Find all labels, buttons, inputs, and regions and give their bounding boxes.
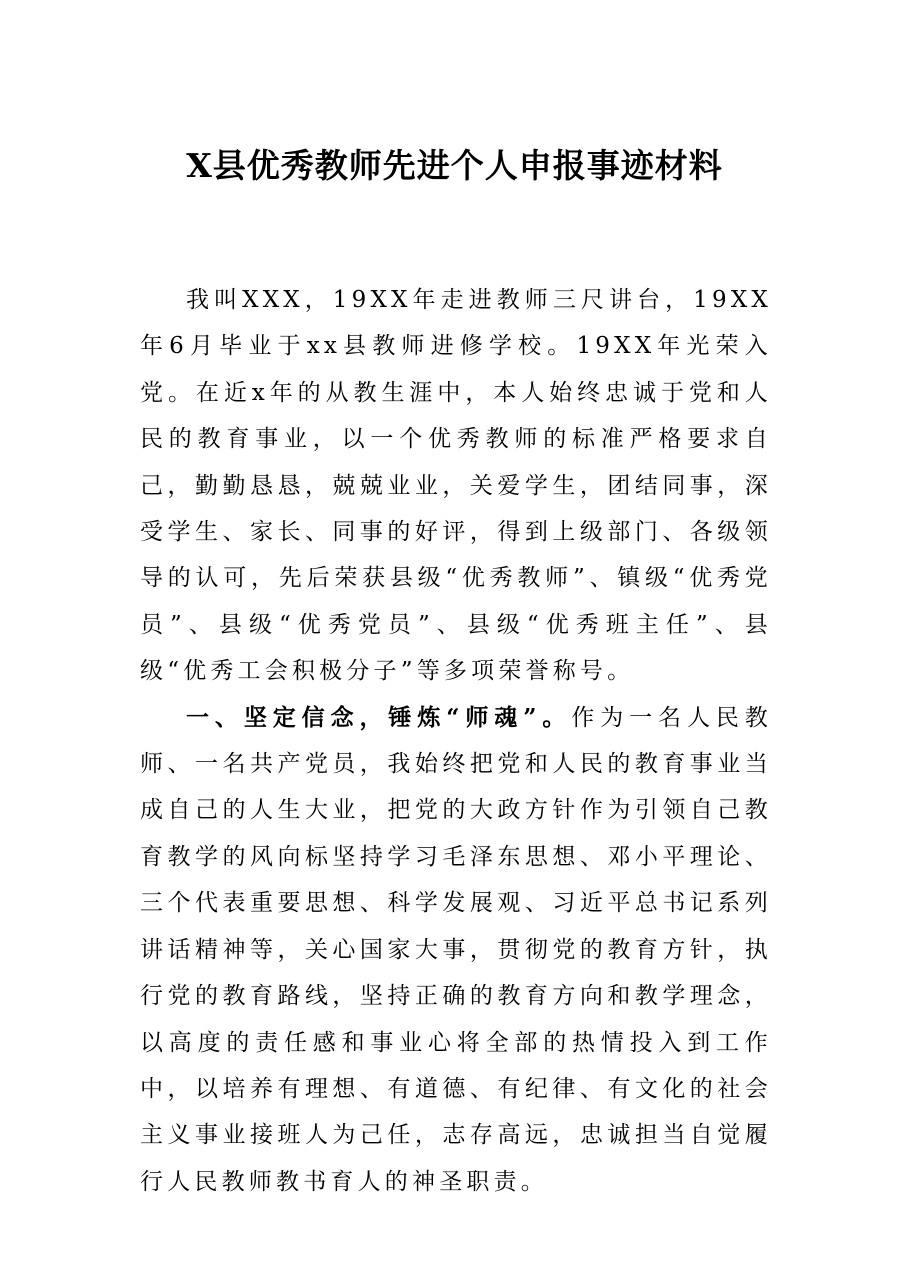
document-title: X县优秀教师先进个人申报事迹材料 xyxy=(186,146,723,185)
section-1-heading: 一、坚定信念，锤炼“师魂”。 xyxy=(186,703,572,731)
paragraph-section-1 xyxy=(140,695,772,1205)
section-1-text: 作为一名人民教师、一名共产党员，我始终把党和人民的教育事业当成自己的人生大业，把党的大政方针作为引领自己教育教学的风向标坚持学习毛泽东思想、邓小平理论、三个代表重要思想、科学发展观、习近平总书记系列讲话精神等，关心国家大事，贯彻党的教育方针，执行党的教育路线，坚持正确的教育方向和教学理念，以高度的责任感和事业心将全部的热情投入到工作中，以培养有理想、有道德、有纪律、有文化的社会主义事业接班人为己任，志存高远，忠诚担当自觉履行人民教师教书育人的神圣职责。 xyxy=(140,704,772,1195)
document-body xyxy=(140,277,772,1205)
paragraph-intro xyxy=(140,277,772,695)
paragraph-intro-text: 我叫XXX，19XX年走进教师三尺讲台，19XX年6月毕业于xx县教师进修学校。19XX年光荣入党。在近x年的从教生涯中，本人始终忠诚于党和人民的教育事业，以一个优秀教师的标准严格要求自己，勤勤恳恳，兢兢业业，关爱学生，团结同事，深受学生、家长、同事的好评，得到上级部门、各级领导的认可，先后荣获县级“优秀教师”、镇级“优秀党员”、县级“优秀党员”、县级“优秀班主任”、县级“优秀工会积极分子”等多项荣誉称号。 xyxy=(140,287,772,685)
